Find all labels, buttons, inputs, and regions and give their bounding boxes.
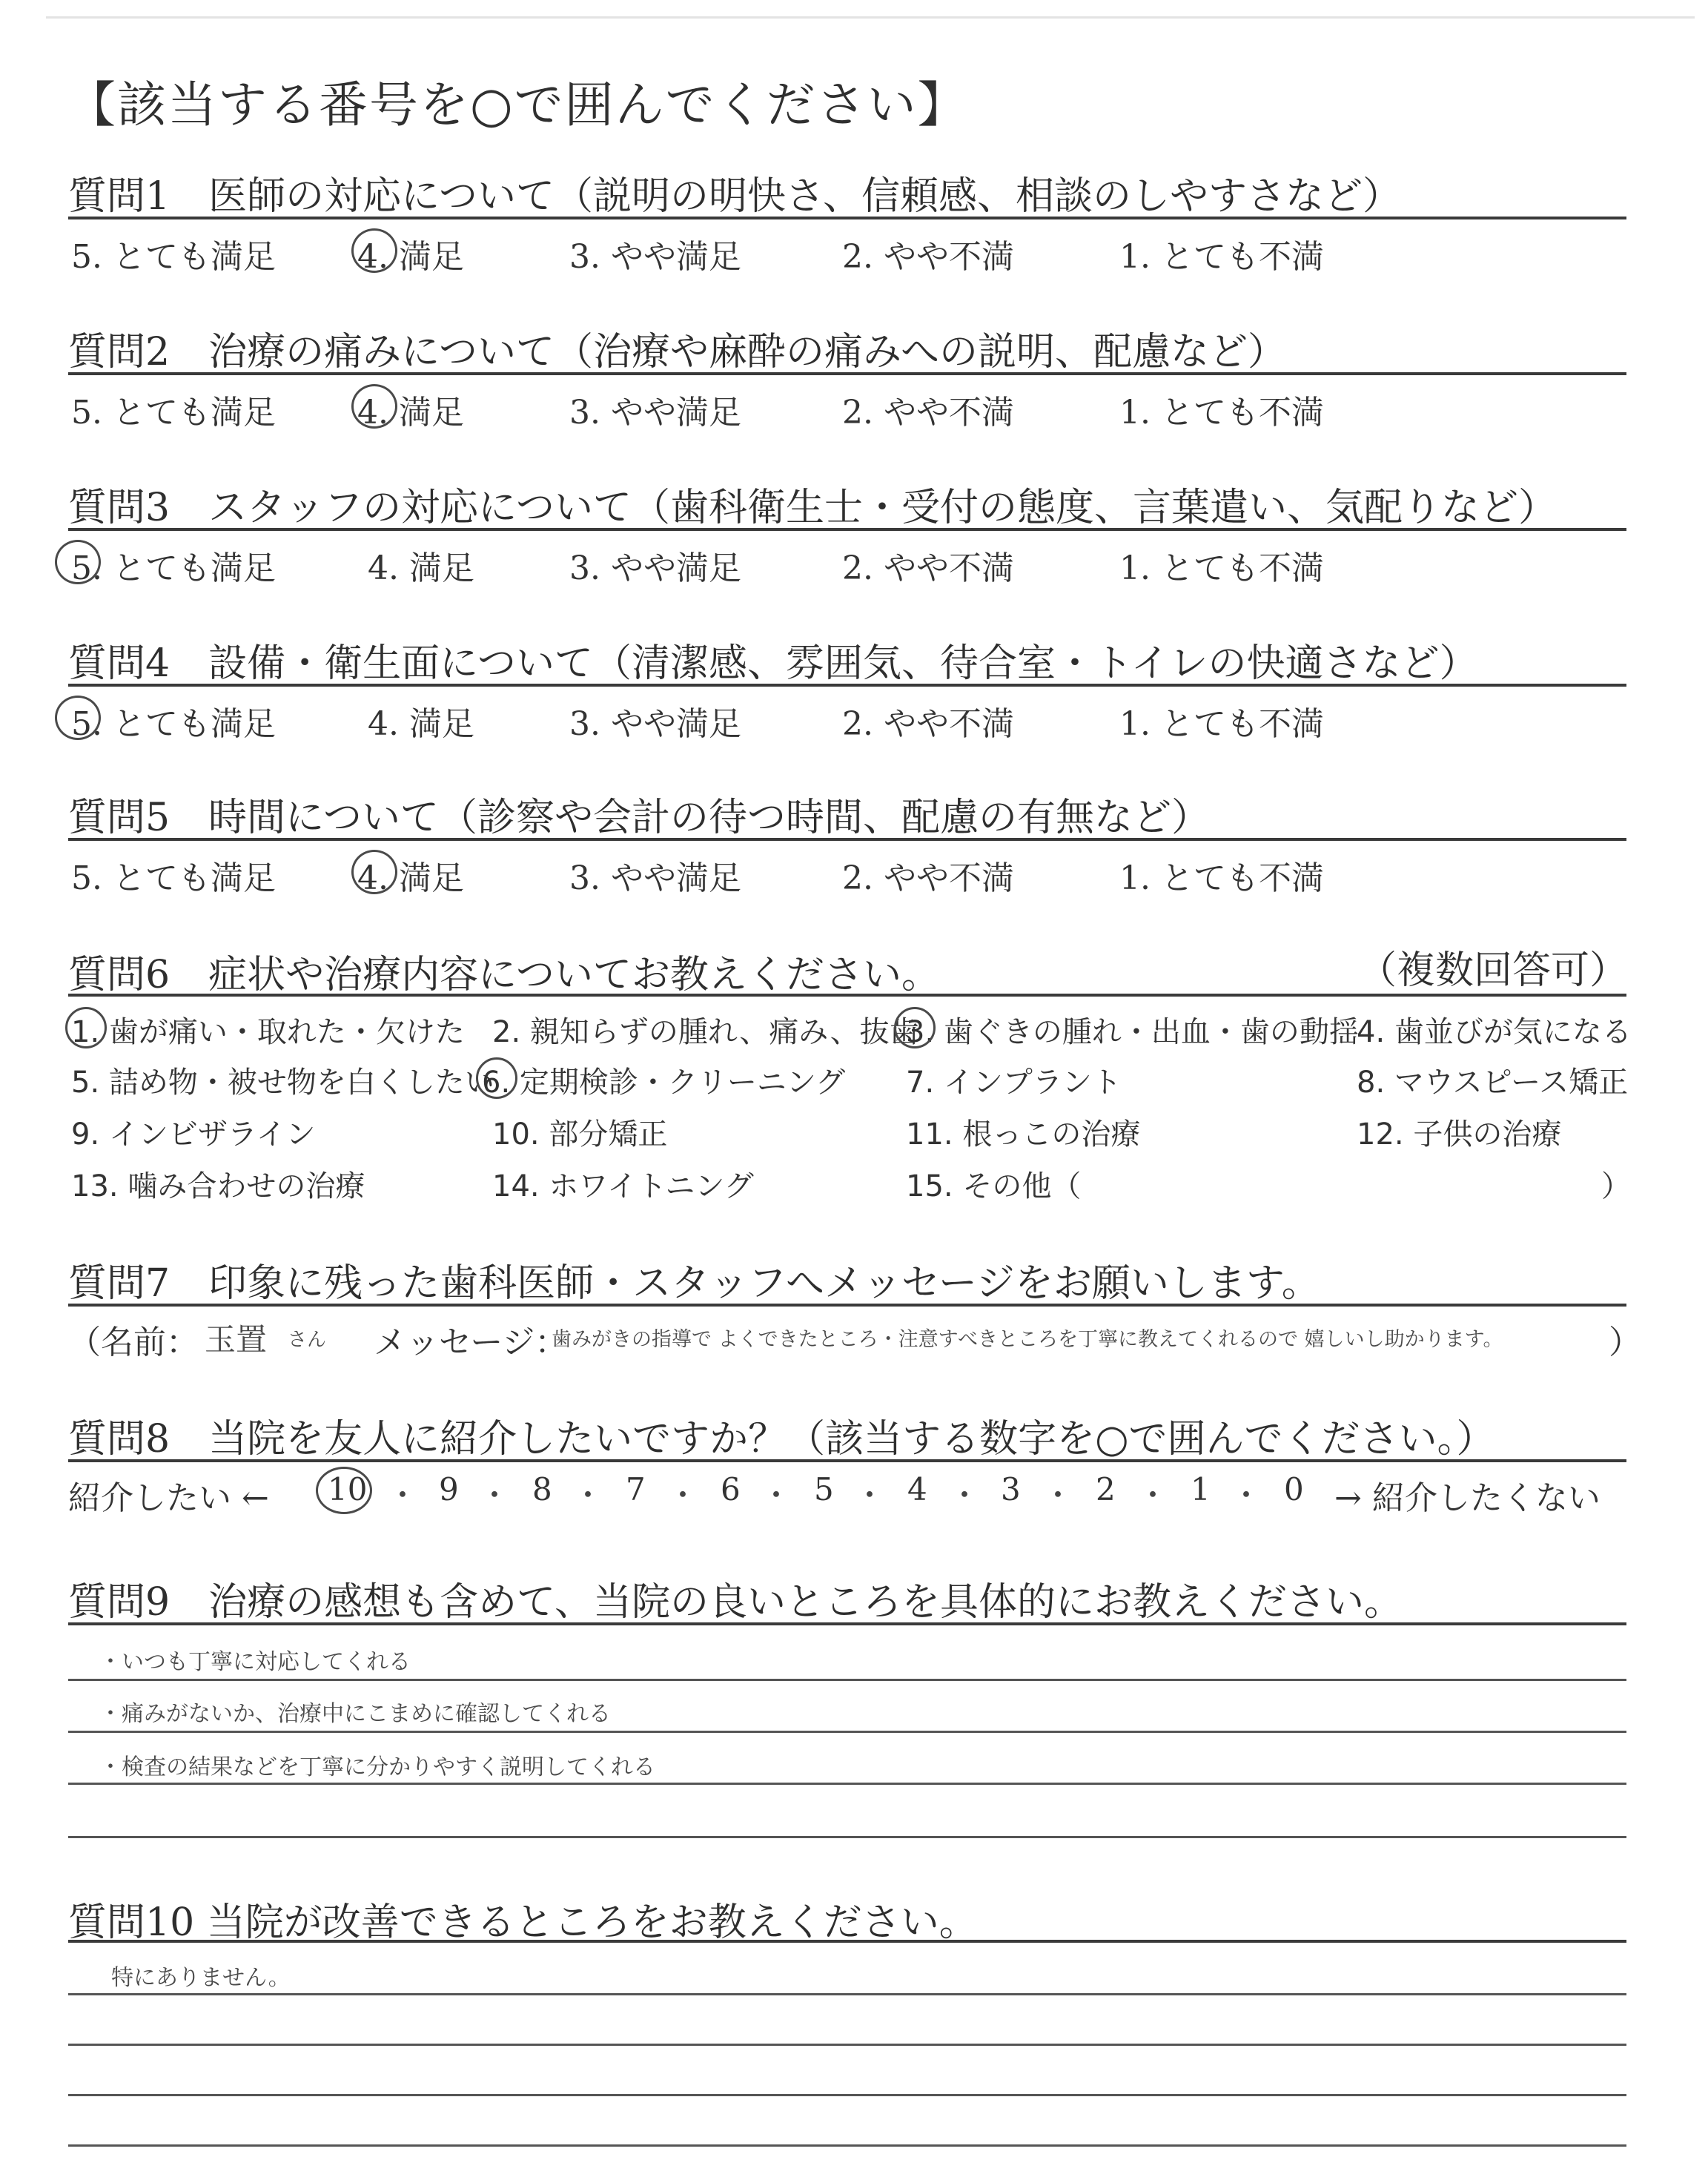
q8-scale-dot: ・ [667, 1477, 699, 1513]
question-9-rule [68, 1622, 1626, 1625]
q4-selection-circle [55, 696, 101, 740]
q8-scale-dot: ・ [1231, 1477, 1262, 1513]
q8-scale-5[interactable]: 5 [814, 1471, 834, 1507]
q6-option-2[interactable]: 2. 親知らずの腫れ、痛み、抜歯 [492, 1015, 919, 1049]
question-3-title: 質問3 スタッフの対応について（歯科衛生士・受付の態度、言葉遣い、気配りなど） [68, 486, 1558, 530]
question-10-title: 質問10 当院が改善できるところをお教えください。 [68, 1900, 978, 1945]
question-6-title: 質問6 症状や治療内容についてお教えください。 [68, 953, 941, 997]
question-3-rule [68, 528, 1626, 531]
q5-option-5[interactable]: 5. とても満足 [71, 859, 276, 897]
q9-answer-3[interactable]: ・検査の結果などを丁寧に分かりやすく説明してくれる [99, 1754, 655, 1780]
q4-option-4[interactable]: 4. 満足 [368, 705, 474, 743]
q3-option-4[interactable]: 4. 満足 [368, 549, 474, 587]
q8-right-label: → 紹介したくない [1334, 1479, 1601, 1517]
q2-option-3[interactable]: 3. やや満足 [569, 394, 741, 432]
question-2-title: 質問2 治療の痛みについて（治療や麻酔の痛みへの説明、配慮など） [68, 330, 1287, 374]
q6-option-4[interactable]: 4. 歯並びが気になる [1357, 1015, 1632, 1049]
q5-selection-circle [351, 850, 397, 894]
q8-scale-dot: ・ [479, 1477, 511, 1513]
q6-option-5[interactable]: 5. 詰め物・被せ物を白くしたい [71, 1066, 494, 1100]
q10-write-line-1 [68, 1993, 1626, 1995]
question-2-rule [68, 372, 1626, 375]
q8-selection-circle [316, 1467, 372, 1514]
q8-scale-10[interactable]: 10 [328, 1471, 368, 1507]
q7-name-suffix: さん [288, 1329, 327, 1351]
q1-option-2[interactable]: 2. やや不満 [842, 238, 1014, 276]
q1-selection-circle [351, 228, 397, 273]
q5-option-1[interactable]: 1. とても不満 [1119, 859, 1324, 897]
q6-option-10[interactable]: 10. 部分矯正 [492, 1117, 668, 1152]
q8-scale-4[interactable]: 4 [907, 1471, 927, 1507]
question-9-title: 質問9 治療の感想も含めて、当院の良いところを具体的にお教えください。 [68, 1580, 1403, 1625]
question-1-title: 質問1 医師の対応について（説明の明快さ、信頼感、相談のしやすさなど） [68, 174, 1401, 219]
q5-option-3[interactable]: 3. やや満足 [569, 859, 741, 897]
q8-scale-6[interactable]: 6 [721, 1471, 741, 1507]
q9-write-line-1 [68, 1679, 1626, 1681]
q7-name-value[interactable]: 玉置 [205, 1321, 268, 1358]
q1-option-4[interactable]: 4. 満足 [357, 238, 464, 276]
q8-scale-7[interactable]: 7 [626, 1471, 646, 1507]
q6-selection-circle-1 [65, 1007, 107, 1048]
q4-option-1[interactable]: 1. とても不満 [1119, 705, 1324, 743]
q2-option-5[interactable]: 5. とても満足 [71, 394, 276, 432]
q8-scale-1[interactable]: 1 [1191, 1471, 1211, 1507]
question-8-rule [68, 1459, 1626, 1462]
q6-option-15[interactable]: 15. その他（ [906, 1169, 1082, 1203]
page-title: 【該当する番号を○で囲んでください】 [67, 76, 968, 133]
q6-selection-circle-6 [476, 1057, 517, 1099]
q2-selection-circle [351, 384, 397, 429]
q7-name-label: （名前： [68, 1324, 199, 1361]
question-10-rule [68, 1940, 1626, 1943]
question-4-rule [68, 684, 1626, 687]
q8-scale-0[interactable]: 0 [1284, 1471, 1304, 1507]
q8-scale-dot: ・ [949, 1477, 981, 1513]
q6-option-3[interactable]: 3. 歯ぐきの腫れ・出血・歯の動揺 [906, 1015, 1359, 1049]
q8-scale-dot: ・ [1042, 1477, 1074, 1513]
q10-write-line-2 [68, 2044, 1626, 2046]
q2-option-4[interactable]: 4. 満足 [357, 394, 464, 432]
q8-left-label: 紹介したい ← [68, 1479, 269, 1517]
q6-option-1[interactable]: 1. 歯が痛い・取れた・欠けた [71, 1015, 465, 1049]
q8-scale-dot: ・ [1137, 1477, 1169, 1513]
q8-scale-dot: ・ [387, 1477, 419, 1513]
question-7-title: 質問7 印象に残った歯科医師・スタッフへメッセージをお願いします。 [68, 1261, 1320, 1306]
question-5-rule [68, 838, 1626, 841]
question-5-title: 質問5 時間について（診察や会計の待つ時間、配慮の有無など） [68, 796, 1211, 840]
q6-option-15-close: ） [1601, 1169, 1631, 1203]
q9-write-line-2 [68, 1731, 1626, 1733]
q8-scale-dot: ・ [572, 1477, 604, 1513]
question-4-title: 質問4 設備・衛生面について（清潔感、雰囲気、待合室・トイレの快適さなど） [68, 641, 1478, 686]
q10-answer-1[interactable]: 特にありません。 [111, 1965, 291, 1991]
q1-option-1[interactable]: 1. とても不満 [1119, 238, 1324, 276]
q4-option-5[interactable]: 5. とても満足 [71, 705, 276, 743]
q1-option-5[interactable]: 5. とても満足 [71, 238, 276, 276]
q2-option-2[interactable]: 2. やや不満 [842, 394, 1014, 432]
q5-option-2[interactable]: 2. やや不満 [842, 859, 1014, 897]
q8-scale-2[interactable]: 2 [1096, 1471, 1116, 1507]
q9-answer-1[interactable]: ・いつも丁寧に対応してくれる [99, 1649, 411, 1675]
q2-option-1[interactable]: 1. とても不満 [1119, 394, 1324, 432]
q8-scale-dot: ・ [761, 1477, 792, 1513]
q3-option-2[interactable]: 2. やや不満 [842, 549, 1014, 587]
q3-option-3[interactable]: 3. やや満足 [569, 549, 741, 587]
q6-option-12[interactable]: 12. 子供の治療 [1357, 1117, 1562, 1152]
q8-scale-9[interactable]: 9 [439, 1471, 459, 1507]
question-6-rule [68, 994, 1626, 997]
q6-option-7[interactable]: 7. インプラント [906, 1066, 1122, 1100]
q4-option-3[interactable]: 3. やや満足 [569, 705, 741, 743]
question-6-note: （複数回答可） [1358, 948, 1629, 993]
q6-option-11[interactable]: 11. 根っこの治療 [906, 1117, 1141, 1152]
q6-option-14[interactable]: 14. ホワイトニング [492, 1169, 754, 1203]
q6-option-9[interactable]: 9. インビザライン [71, 1117, 316, 1152]
q3-option-1[interactable]: 1. とても不満 [1119, 549, 1324, 587]
q1-option-3[interactable]: 3. やや満足 [569, 238, 741, 276]
q3-option-5[interactable]: 5. とても満足 [71, 549, 276, 587]
q7-close-paren: ） [1609, 1324, 1641, 1361]
q8-scale-8[interactable]: 8 [532, 1471, 552, 1507]
q4-option-2[interactable]: 2. やや不満 [842, 705, 1014, 743]
q3-selection-circle [55, 540, 101, 584]
q6-selection-circle-3 [894, 1007, 936, 1048]
q10-write-line-3 [68, 2094, 1626, 2096]
q6-option-13[interactable]: 13. 噛み合わせの治療 [71, 1169, 365, 1203]
q9-answer-2[interactable]: ・痛みがないか、治療中にこまめに確認してくれる [99, 1701, 611, 1727]
question-8-title: 質問8 当院を友人に紹介したいですか？（該当する数字を○で囲んでください。） [68, 1417, 1495, 1462]
q9-write-line-3 [68, 1783, 1626, 1785]
q6-option-8[interactable]: 8. マウスピース矯正 [1357, 1066, 1629, 1100]
q7-message-label: メッセージ： [374, 1324, 568, 1361]
q8-scale-dot: ・ [854, 1477, 886, 1513]
scan-top-edge [46, 16, 1695, 19]
question-7-rule [68, 1304, 1626, 1307]
q5-option-4[interactable]: 4. 満足 [357, 859, 464, 897]
q9-write-line-4 [68, 1836, 1626, 1838]
q10-write-line-4 [68, 2144, 1626, 2147]
q8-scale-3[interactable]: 3 [1001, 1471, 1021, 1507]
q7-message-value[interactable]: 歯みがきの指導で よくできたところ・注意すべきところを丁寧に教えてくれるので 嬉しいし助かります。 [552, 1328, 1503, 1351]
question-1-rule [68, 217, 1626, 219]
q6-option-6[interactable]: 6. 定期検診・クリーニング [482, 1066, 846, 1100]
